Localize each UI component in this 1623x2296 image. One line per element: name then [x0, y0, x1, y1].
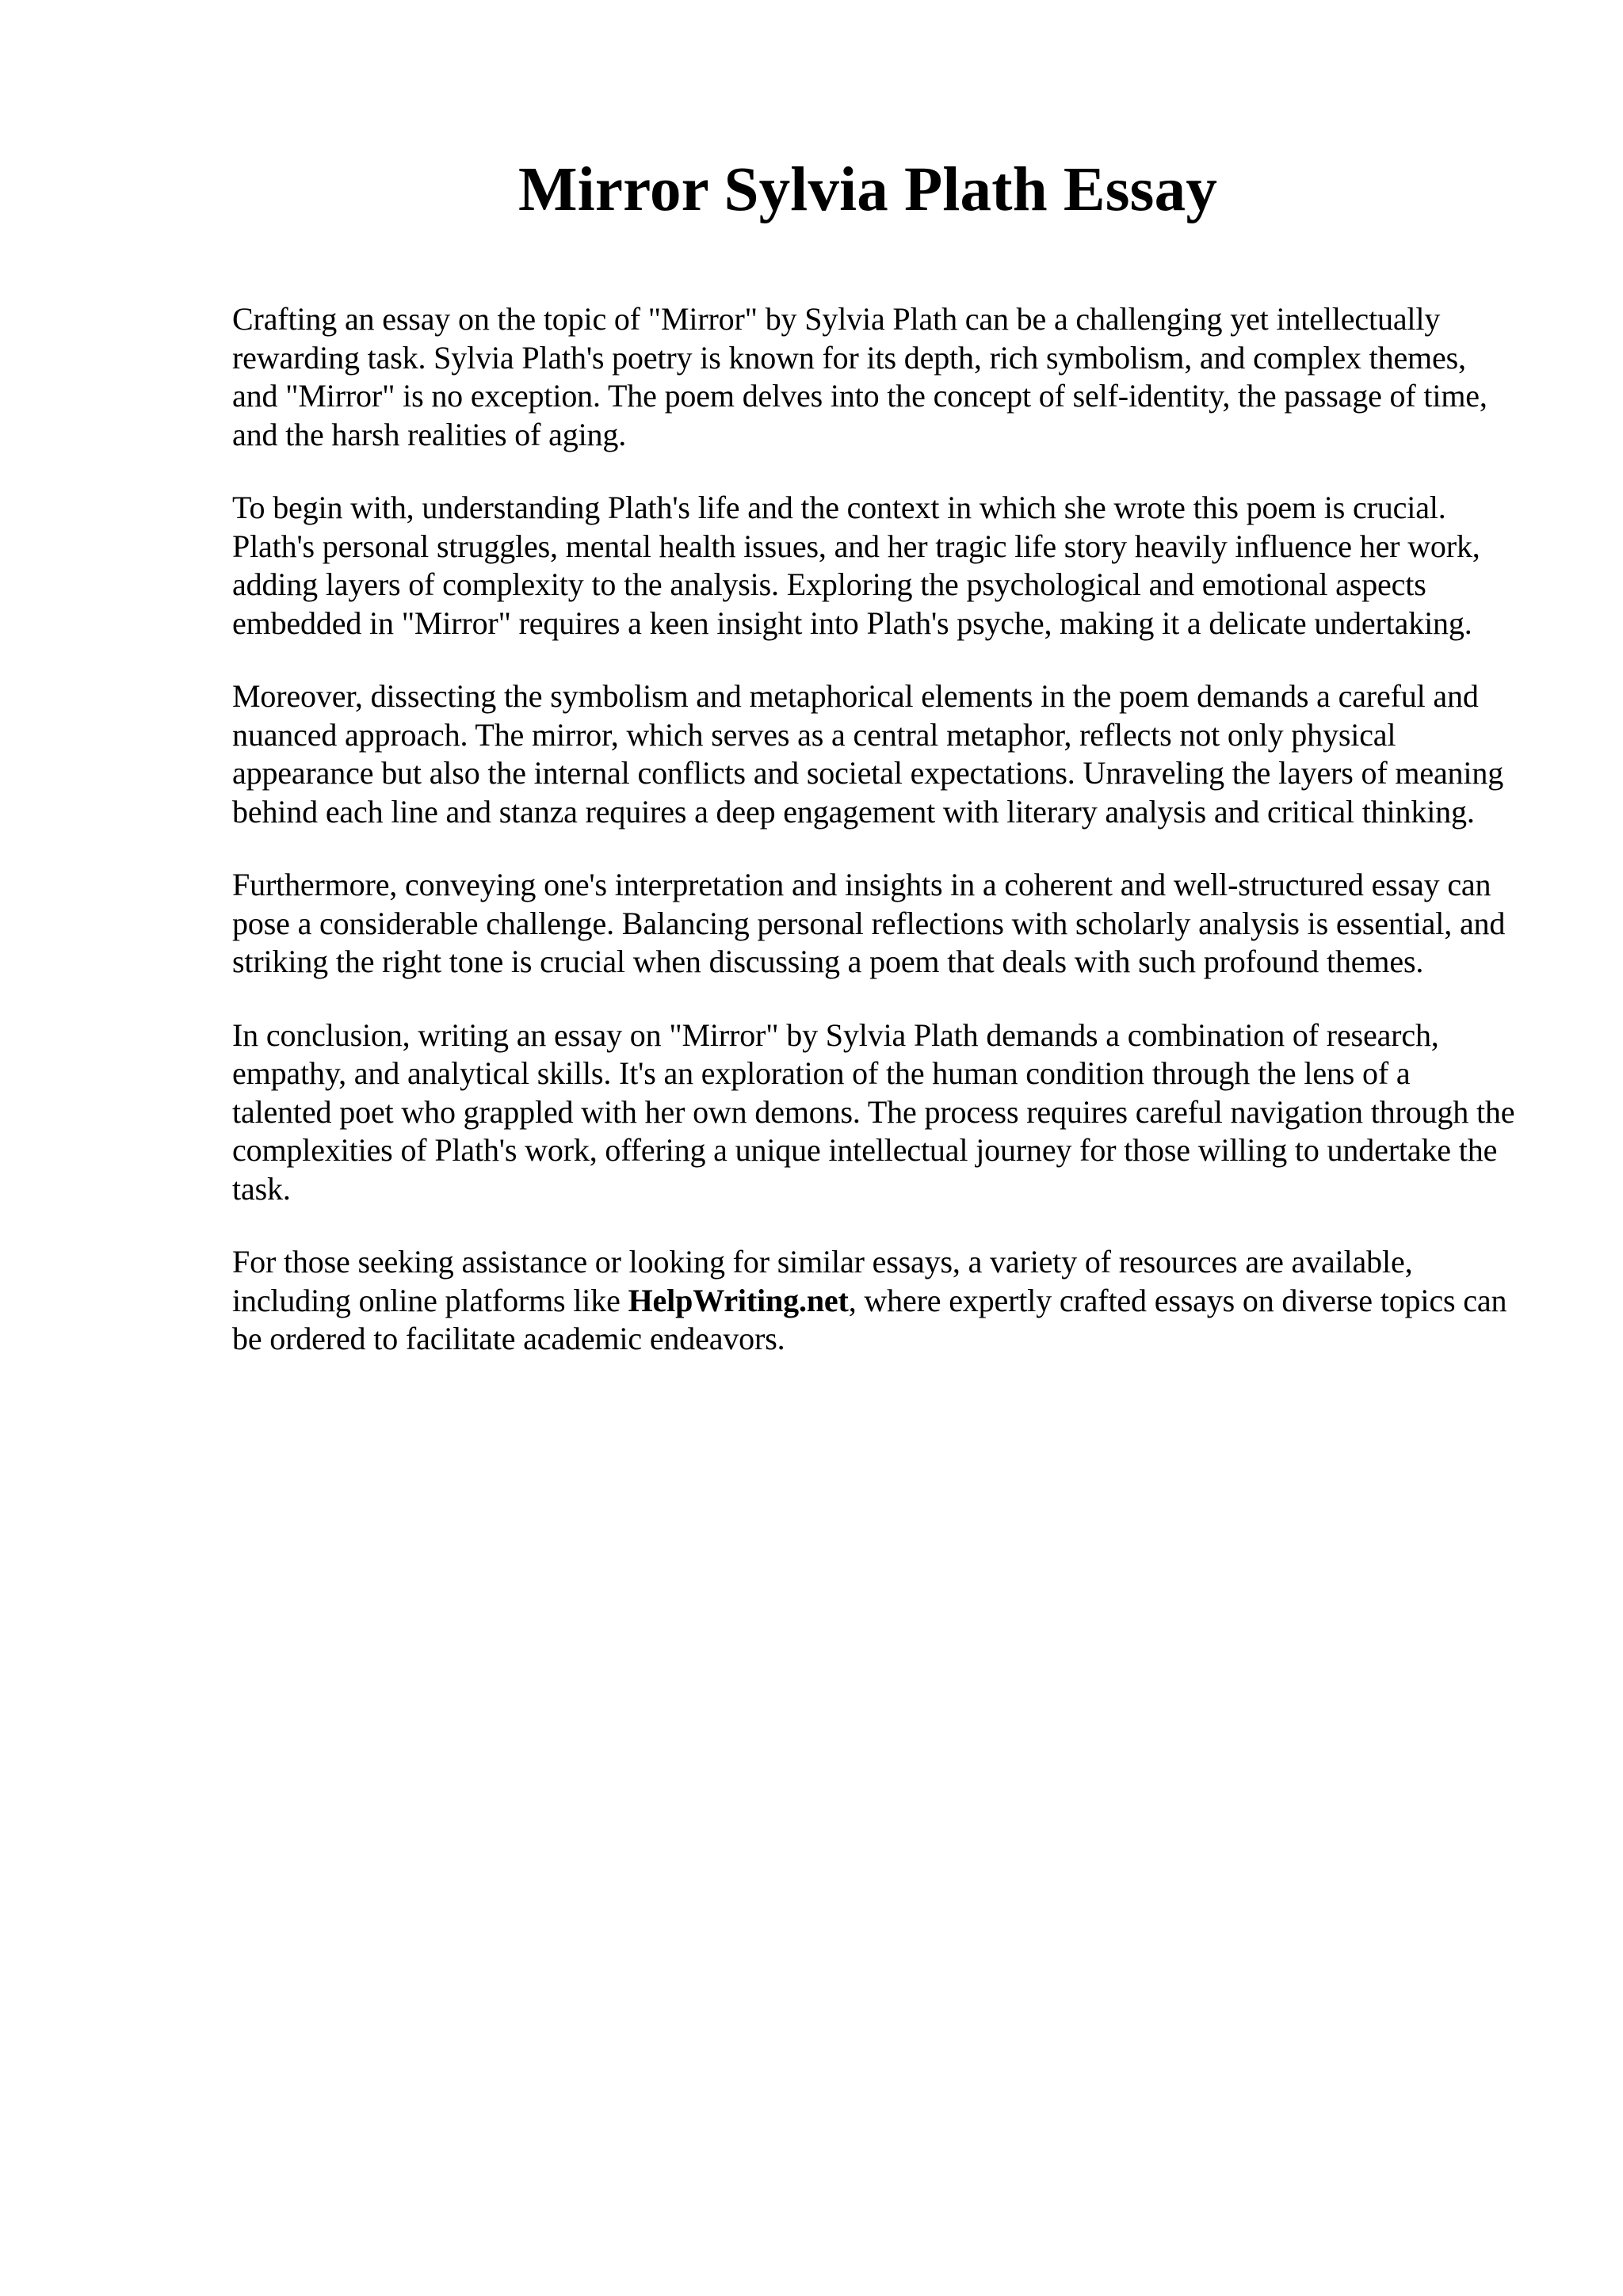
resources-text-after: , where expertly crafted essays on diverse topics can be ordered to facilitate academic endeavors.	[232, 1282, 1507, 1356]
paragraph-resources	[232, 1243, 1516, 1359]
paragraph-intro: Crafting an essay on the topic of "Mirror" by Sylvia Plath can be a challenging yet intellectually rewarding task. Sylvia Plath's poetry is known for its depth, rich symbolism, and complex themes, and "Mirror" is no exception. The poem delves into the concept of self-identity, the passage of time, and the harsh realities of aging.	[232, 301, 1487, 452]
document-body	[232, 300, 1516, 1394]
paragraph-interpretation: Furthermore, conveying one's interpretation and insights in a coherent and well-structured essay can pose a considerable challenge. Balancing personal reflections with scholarly analysis is essential, and striking the right tone is crucial when discussing a poem that deals with such profound themes.	[232, 867, 1506, 979]
paragraph-symbolism: Moreover, dissecting the symbolism and metaphorical elements in the poem demands a careful and nuanced approach. The mirror, which serves as a central metaphor, reflects not only physical appearance but also the internal conflicts and societal expectations. Unraveling the layers of meaning behind each line and stanza requires a deep engagement with literary analysis and critical thinking.	[232, 678, 1504, 830]
paragraph-context: To begin with, understanding Plath's life and the context in which she wrote this poem is crucial. Plath's personal struggles, mental health issues, and her tragic life story heavily influence her work, adding layers of complexity to the analysis. Exploring the psychological and emotional aspects embedded in "Mirror" requires a keen insight into Plath's psyche, making it a delicate undertaking.	[232, 490, 1480, 641]
helpwriting-link[interactable]: HelpWriting.net	[628, 1282, 849, 1318]
document-title: Mirror Sylvia Plath Essay	[517, 155, 1218, 224]
paragraph-conclusion: In conclusion, writing an essay on "Mirror" by Sylvia Plath demands a combination of research, empathy, and analytical skills. It's an exploration of the human condition through the lens of a talented poet who grappled with her own demons. The process requires careful navigation through the complexities of Plath's work, offering a unique intellectual journey for those willing to undertake the task.	[232, 1016, 1515, 1207]
resources-text-before: For those seeking assistance or looking for similar essays, a variety of resources are available, including online platforms like	[232, 1244, 1413, 1318]
